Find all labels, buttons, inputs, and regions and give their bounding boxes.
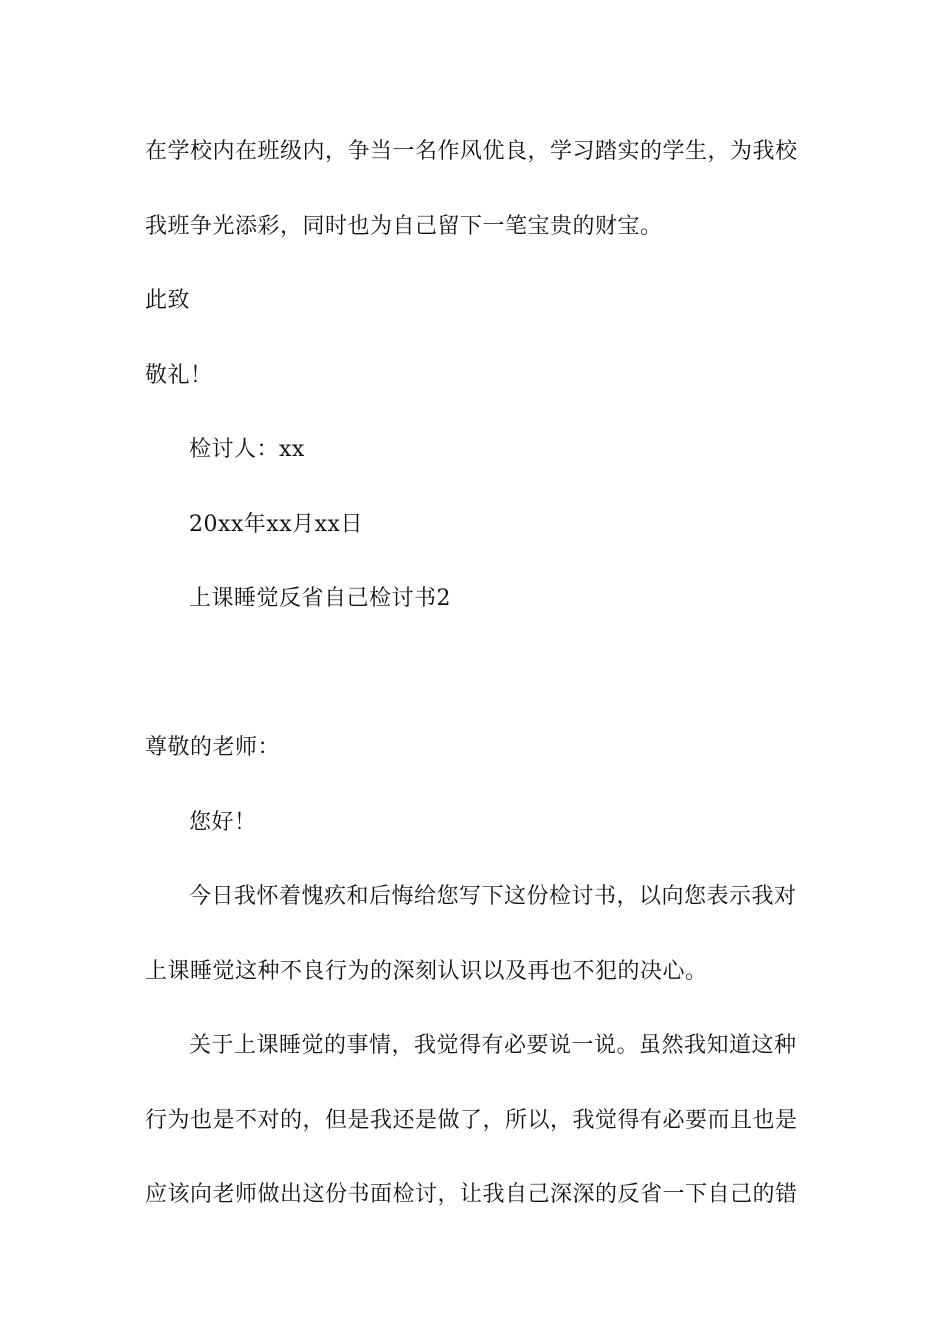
section-title: 上课睡觉反省自己检讨书2 [189,586,451,611]
greeting-hello: 您好！ [189,810,257,835]
closing-regards: 敬礼！ [145,363,213,388]
signature-author: 检讨人：xx [189,437,305,462]
body-text-line: 关于上课睡觉的事情，我觉得有必要说一说。虽然我知道这种 [189,1033,797,1058]
body-text-line: 应该向老师做出这份书面检讨，让我自己深深的反省一下自己的错 [145,1182,798,1207]
signature-date: 20xx年xx月xx日 [189,512,363,537]
closing-salutation: 此致 [145,288,191,313]
body-text-line: 在学校内在班级内，争当一名作风优良，学习踏实的学生，为我校 [145,139,798,164]
body-text-line: 我班争光添彩，同时也为自己留下一笔宝贵的财宝。 [145,214,663,239]
body-text-line: 行为也是不对的，但是我还是做了，所以，我觉得有必要而且也是 [145,1108,798,1133]
greeting-recipient: 尊敬的老师： [145,735,281,760]
body-text-line: 上课睡觉这种不良行为的深刻认识以及再也不犯的决心。 [145,959,708,984]
body-text-line: 今日我怀着愧疚和后悔给您写下这份检讨书，以向您表示我对 [189,884,797,909]
